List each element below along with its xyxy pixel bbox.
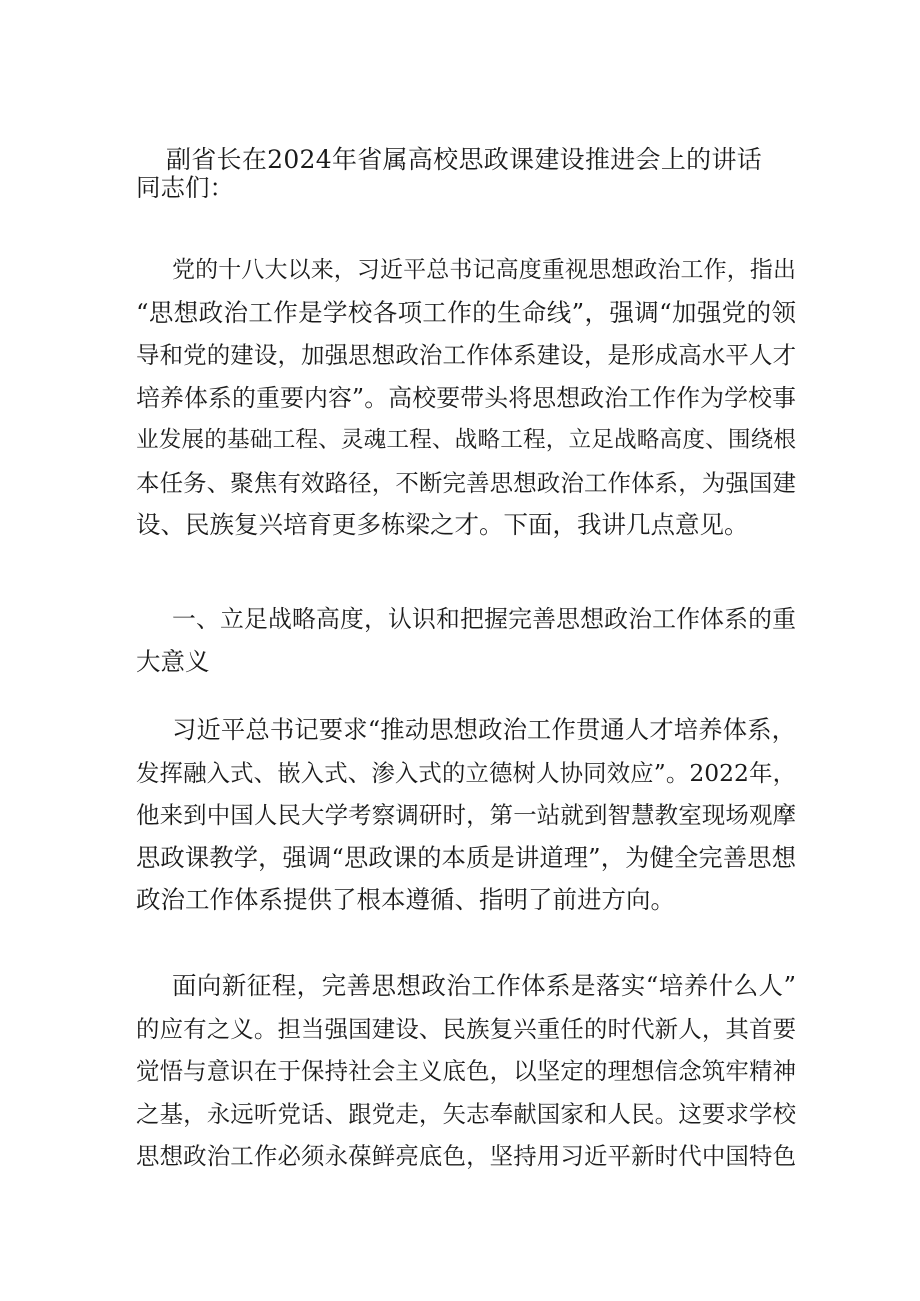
paragraph-line: 政治工作体系提供了根本遵循、指明了前进方向。 xyxy=(136,885,675,914)
paragraph-line: 觉悟与意识在于保持社会主义底色，以坚定的理想信念筑牢精神 xyxy=(136,1057,796,1085)
paragraph-3 xyxy=(136,965,796,1178)
paragraph-line: 党的十八大以来，习近平总书记高度重视思想政治工作，指出 xyxy=(172,257,796,283)
document-title: 副省长在2024年省属高校思政课建设推进会上的讲话 xyxy=(165,145,763,174)
paragraph-line: 本任务、聚焦有效路径，不断完善思想政治工作体系，为强国建 xyxy=(136,468,796,497)
paragraph-line: 发挥融入式、嵌入式、渗入式的立德树人协同效应”。2022年， xyxy=(136,758,796,787)
paragraph-line: 思想政治工作必须永葆鲜亮底色，坚持用习近平新时代中国特色 xyxy=(136,1142,796,1170)
paragraph-1 xyxy=(136,249,796,547)
paragraph-line: 面向新征程，完善思想政治工作体系是落实“培养什么人” xyxy=(172,971,796,1000)
paragraph-line: 思政课教学，强调“思政课的本质是讲道理”，为健全完善思想 xyxy=(136,842,796,872)
heading-line: 大意义 xyxy=(136,646,210,676)
paragraph-line: 导和党的建设，加强思想政治工作体系建设，是形成高水平人才 xyxy=(136,341,796,369)
paragraph-line: 业发展的基础工程、灵魂工程、战略工程，立足战略高度、围绕根 xyxy=(136,427,796,453)
paragraph-2 xyxy=(136,709,796,922)
paragraph-line: 他来到中国人民大学考察调研时，第一站就到智慧教室现场观摩 xyxy=(136,801,796,829)
paragraph-line: 习近平总书记要求“推动思想政治工作贯通人才培养体系， xyxy=(172,715,796,744)
paragraph-line: 的应有之义。担当强国建设、民族复兴重任的时代新人，其首要 xyxy=(136,1014,796,1043)
paragraph-line: 设、民族复兴培育更多栋梁之才。下面，我讲几点意见。 xyxy=(136,510,749,539)
salutation xyxy=(136,167,796,210)
paragraph-line: 之基，永远听党话、跟党走，矢志奉献国家和人民。这要求学校 xyxy=(136,1099,796,1128)
heading-line: 一、立足战略高度，认识和把握完善思想政治工作体系的重 xyxy=(172,605,796,633)
paragraph-line: “思想政治工作是学校各项工作的生命线”，强调“加强党的领 xyxy=(136,297,796,327)
section-heading-1 xyxy=(136,598,796,683)
paragraph-line: 培养体系的重要内容”。高校要带头将思想政治工作作为学校事 xyxy=(136,383,796,412)
salutation-text: 同志们： xyxy=(136,173,234,202)
